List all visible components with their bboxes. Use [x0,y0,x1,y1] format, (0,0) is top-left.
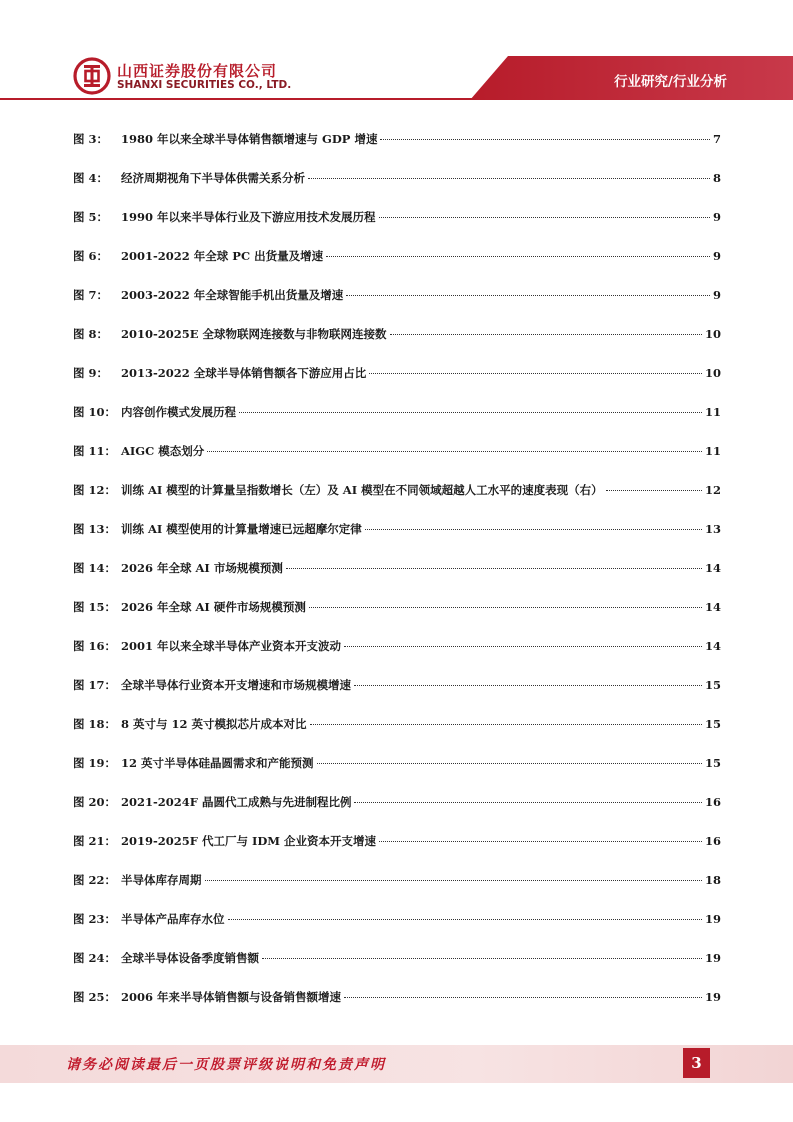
toc-entry-label: 图 19： [73,756,117,770]
toc-dot-leader [390,334,702,335]
toc-dot-leader [606,490,702,491]
toc-entry-page: 13 [704,522,721,536]
toc-entry[interactable] [73,326,721,365]
toc-dot-leader [308,178,710,179]
toc-entry-label: 图 14： [73,561,117,575]
toc-dot-leader [344,646,702,647]
toc-entry-title: 2006 年来半导体销售额与设备销售额增速 [121,990,342,1004]
toc-entry-label: 图 22： [73,873,117,887]
toc-entry-page: 7 [712,132,721,146]
toc-dot-leader [239,412,702,413]
toc-entry-page: 9 [712,288,721,302]
toc-entry[interactable] [73,677,721,716]
toc-entry-label: 图 6： [73,249,109,263]
toc-entry-page: 15 [704,756,721,770]
toc-entry-page: 15 [704,678,721,692]
toc-entry[interactable] [73,209,721,248]
toc-dot-leader [369,373,702,374]
toc-entry-label: 图 3： [73,132,109,146]
toc-entry-page: 9 [712,249,721,263]
toc-entry-page: 14 [704,600,721,614]
toc-entry-label: 图 5： [73,210,109,224]
toc-entry[interactable] [73,755,721,794]
page-header [0,0,793,110]
toc-entry-page: 9 [712,210,721,224]
toc-entry-page: 12 [704,483,721,497]
toc-entry[interactable] [73,170,721,209]
toc-entry-title: 半导体库存周期 [121,873,202,887]
toc-entry-title: 8 英寸与 12 英寸模拟芯片成本对比 [121,717,307,731]
toc-dot-leader [286,568,702,569]
toc-entry-title: 经济周期视角下半导体供需关系分析 [121,171,305,185]
toc-entry-title: 半导体产品库存水位 [121,912,225,926]
toc-dot-leader [346,295,710,296]
toc-entry-title: 12 英寸半导体硅晶圆需求和产能预测 [121,756,314,770]
toc-entry-label: 图 25： [73,990,117,1004]
toc-dot-leader [365,529,702,530]
toc-entry-label: 图 13： [73,522,117,536]
toc-entry[interactable] [73,521,721,560]
toc-dot-leader [379,217,710,218]
footer-disclaimer: 请务必阅读最后一页股票评级说明和免责声明 [66,1057,386,1073]
toc-entry-page: 18 [704,873,721,887]
toc-entry-title: 2010-2025E 全球物联网连接数与非物联网连接数 [121,327,387,341]
toc-entry[interactable] [73,989,721,1028]
toc-dot-leader [380,139,710,140]
toc-dot-leader [379,841,702,842]
toc-entry-title: 1980 年以来全球半导体销售额增速与 GDP 增速 [121,132,378,146]
toc-entry-label: 图 18： [73,717,117,731]
toc-entry[interactable] [73,131,721,170]
toc-entry-page: 19 [704,951,721,965]
report-category: 行业研究/行业分析 [614,74,727,90]
figure-list [73,131,721,1028]
toc-entry[interactable] [73,638,721,677]
toc-entry[interactable] [73,950,721,989]
company-name-en: SHANXI SECURITIES CO., LTD. [117,79,292,91]
toc-entry-label: 图 10： [73,405,117,419]
toc-entry[interactable] [73,599,721,638]
toc-entry-page: 10 [704,327,721,341]
toc-entry-title: 全球半导体行业资本开支增速和市场规模增速 [121,678,351,692]
toc-entry[interactable] [73,404,721,443]
toc-entry-title: 1990 年以来半导体行业及下游应用技术发展历程 [121,210,376,224]
toc-entry[interactable] [73,794,721,833]
toc-entry[interactable] [73,482,721,521]
toc-entry[interactable] [73,443,721,482]
toc-dot-leader [309,607,702,608]
toc-entry-page: 16 [704,834,721,848]
toc-entry-label: 图 9： [73,366,109,380]
toc-entry-title: 2001 年以来全球半导体产业资本开支波动 [121,639,342,653]
toc-entry-label: 图 17： [73,678,117,692]
toc-entry[interactable] [73,716,721,755]
toc-entry-page: 14 [704,639,721,653]
toc-entry-title: 2021-2024F 晶圆代工成熟与先进制程比例 [121,795,352,809]
toc-entry-label: 图 11： [73,444,117,458]
page-number: 3 [683,1048,710,1078]
toc-dot-leader [262,958,702,959]
toc-entry-page: 11 [704,405,721,419]
toc-entry-label: 图 7： [73,288,109,302]
toc-entry-title: 2026 年全球 AI 硬件市场规模预测 [121,600,306,614]
company-name-cn: 山西证券股份有限公司 [117,62,278,80]
toc-entry[interactable] [73,287,721,326]
toc-entry[interactable] [73,911,721,950]
toc-entry[interactable] [73,872,721,911]
toc-entry-title: 2001-2022 年全球 PC 出货量及增速 [121,249,324,263]
toc-dot-leader [317,763,702,764]
shanxi-securities-logo-icon [72,56,112,96]
toc-entry-label: 图 24： [73,951,117,965]
toc-entry[interactable] [73,248,721,287]
toc-entry-title: 训练 AI 模型的计算量呈指数增长（左）及 AI 模型在不同领域超越人工水平的速度表现（右） [121,483,603,497]
toc-entry-page: 19 [704,912,721,926]
toc-entry-label: 图 15： [73,600,117,614]
toc-dot-leader [228,919,702,920]
toc-entry-label: 图 20： [73,795,117,809]
toc-entry-page: 11 [704,444,721,458]
toc-dot-leader [205,880,702,881]
toc-dot-leader [354,802,702,803]
toc-entry-title: 2013-2022 全球半导体销售额各下游应用占比 [121,366,367,380]
toc-entry-label: 图 12： [73,483,117,497]
toc-entry-label: 图 16： [73,639,117,653]
toc-entry-label: 图 8： [73,327,109,341]
toc-dot-leader [207,451,702,452]
toc-entry-page: 15 [704,717,721,731]
toc-entry-page: 14 [704,561,721,575]
toc-entry-page: 8 [712,171,721,185]
toc-entry-label: 图 4： [73,171,109,185]
toc-entry-page: 16 [704,795,721,809]
toc-dot-leader [354,685,702,686]
toc-entry-label: 图 21： [73,834,117,848]
toc-entry-page: 19 [704,990,721,1004]
toc-dot-leader [310,724,702,725]
toc-entry-page: 10 [704,366,721,380]
toc-entry-title: 2003-2022 年全球智能手机出货量及增速 [121,288,344,302]
toc-entry[interactable] [73,833,721,872]
toc-dot-leader [326,256,710,257]
toc-entry[interactable] [73,365,721,404]
toc-entry-title: 训练 AI 模型使用的计算量增速已远超摩尔定律 [121,522,362,536]
toc-dot-leader [344,997,702,998]
toc-entry-title: 2026 年全球 AI 市场规模预测 [121,561,283,575]
toc-entry-title: 2019-2025F 代工厂与 IDM 企业资本开支增速 [121,834,377,848]
toc-entry-title: AIGC 模态划分 [121,444,205,458]
toc-entry[interactable] [73,560,721,599]
toc-entry-title: 内容创作模式发展历程 [121,405,236,419]
toc-entry-title: 全球半导体设备季度销售额 [121,951,259,965]
toc-entry-label: 图 23： [73,912,117,926]
